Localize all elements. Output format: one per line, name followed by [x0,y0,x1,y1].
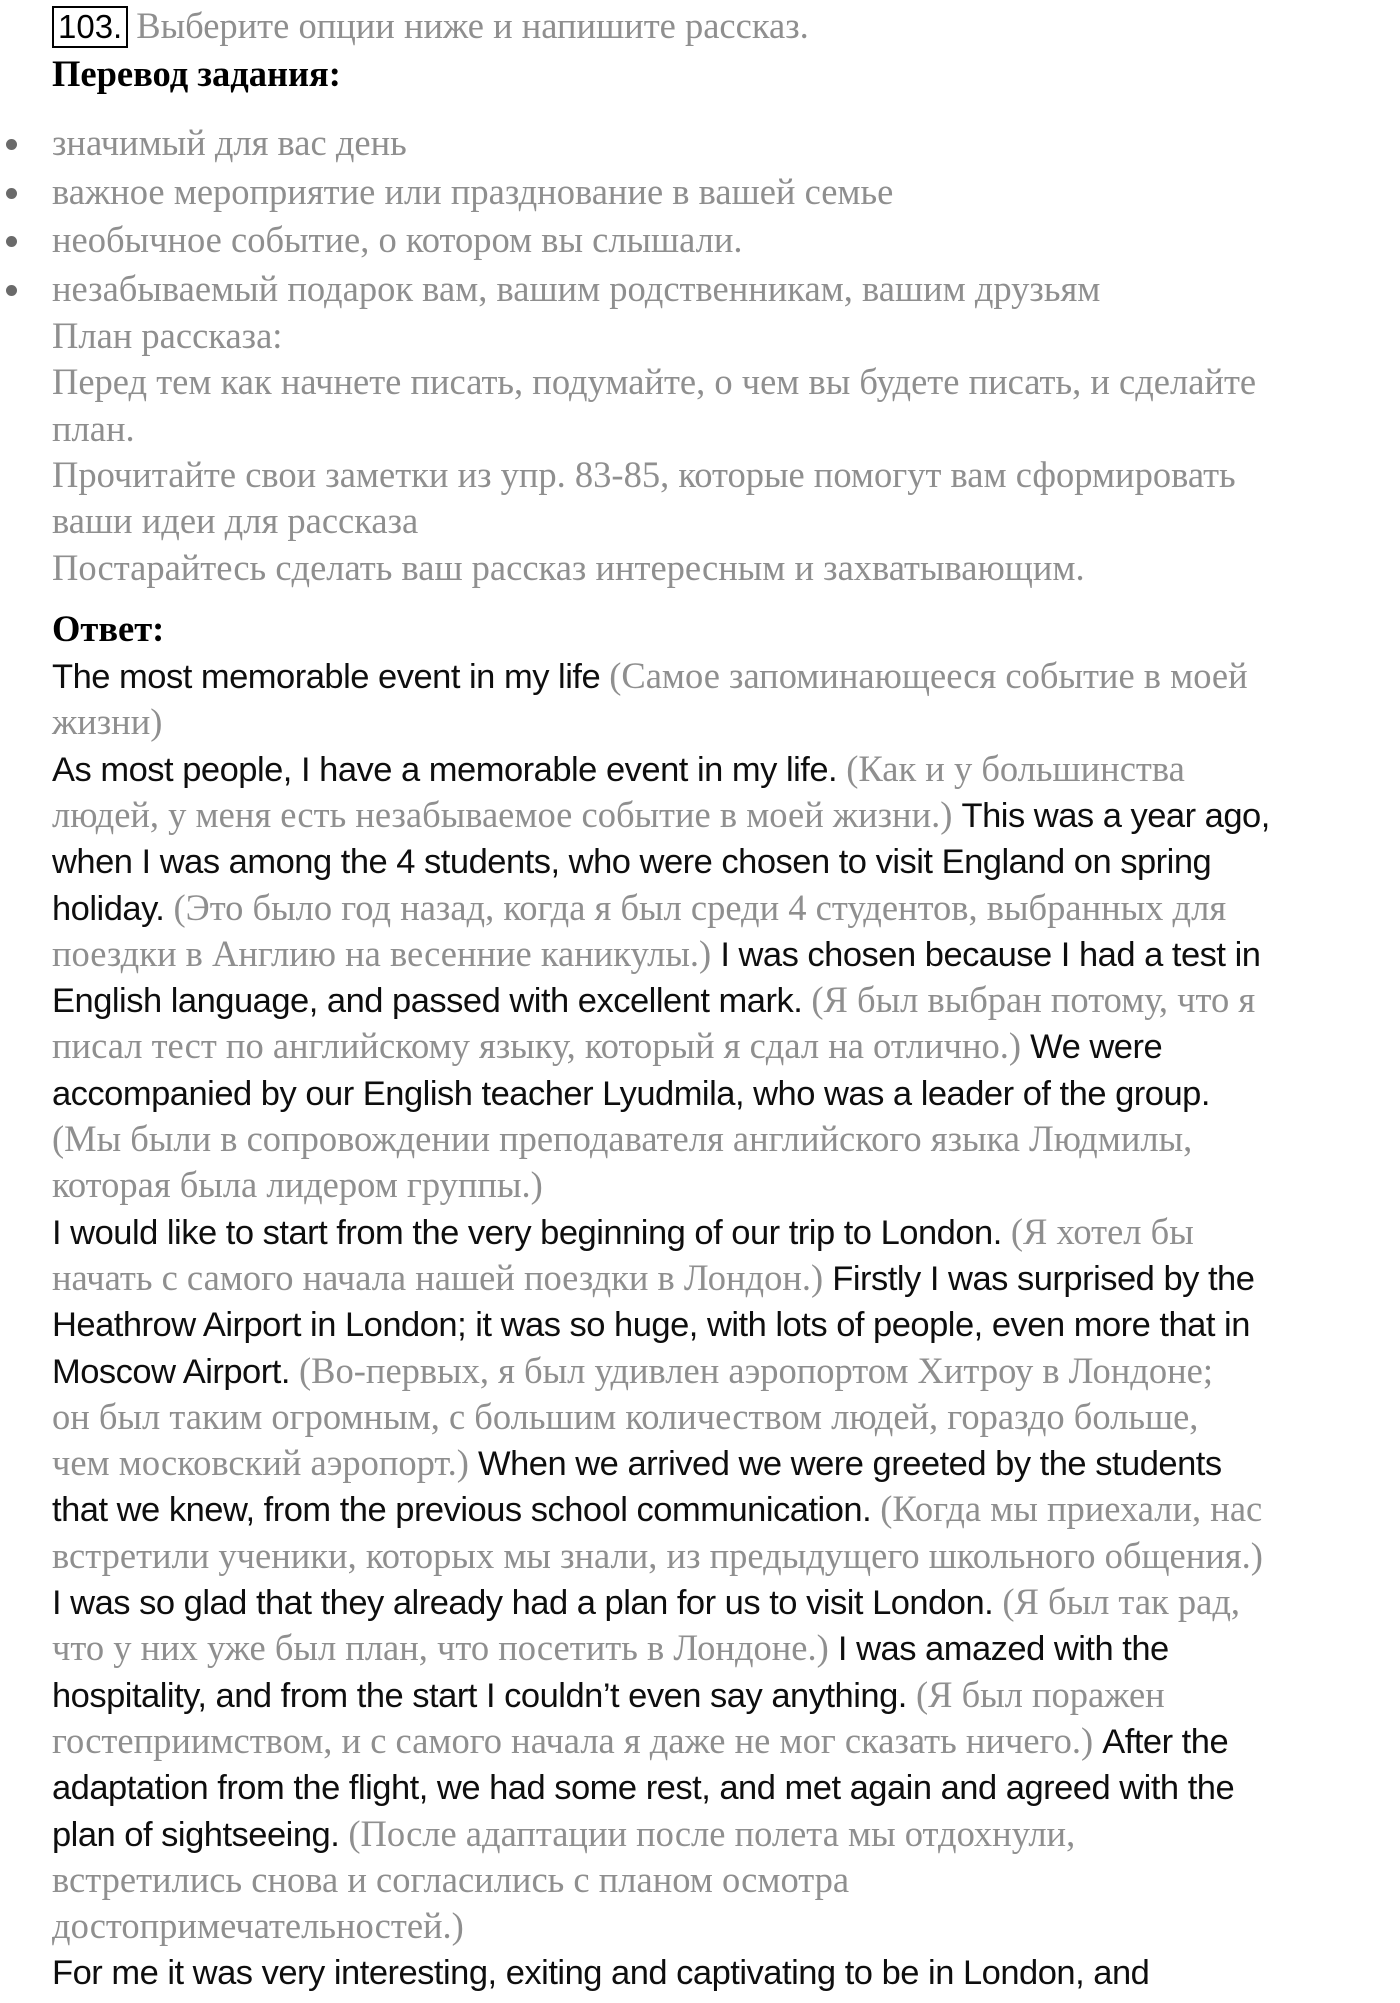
answer-line [52,1533,1263,1579]
answer-line [52,1023,1162,1070]
russian-translation: писал тест по английскому языку, который я сдал на отлично.) [52,1025,1031,1067]
russian-translation: (Как и у большинства [846,747,1185,789]
plan-line: ваши идеи для рассказа [52,500,419,542]
answer-line [52,1903,464,1949]
english-text: When we arrived we were greeted by the students [478,1445,1222,1484]
english-text: adaptation from the flight, we had some rest, and met again and agreed with the [52,1769,1235,1808]
russian-translation: (После адаптации после полета мы отдохнули, [348,1812,1076,1854]
answer-line [52,838,1211,885]
english-text: Firstly I was surprised by the [832,1259,1255,1298]
bullet-icon [6,188,17,199]
task-header [52,3,809,49]
english-text: After the [1102,1722,1229,1761]
russian-translation: (Мы были в сопровождении преподавателя английского языка Людмилы, [52,1118,1193,1159]
bullet-item: необычное событие, о котором вы слышали. [52,219,743,260]
english-text: I would like to start from the very beginning of our trip to London. [52,1213,1011,1252]
plan-line: Постарайтесь сделать ваш рассказ интересным и захватывающим. [52,546,1085,588]
answer-heading: Ответ: [52,608,165,649]
answer-line [52,699,162,745]
bullet-item: незабываемый подарок вам, вашим родственникам, вашим друзьям [52,267,1101,309]
english-text: that we knew, from the previous school communication. [52,1491,881,1530]
answer-line [52,1116,1192,1162]
plan-line: Перед тем как начнете писать, подумайте, о чем вы будете писать, и сделайте [52,361,1257,403]
english-text: We were [1030,1028,1163,1067]
plan-line: план. [52,407,135,449]
task-number: 103. [52,6,128,48]
answer-line [52,1394,1198,1440]
answer-line [52,1764,1234,1811]
english-text: English language, and passed with excellent mark. [52,982,812,1021]
bullet-icon [6,285,17,296]
answer-line [52,1486,1262,1533]
russian-translation: (Я был так рад, [1002,1581,1241,1622]
russian-translation: достопримечательностей.) [52,1905,464,1947]
answer-line [52,931,1260,978]
russian-translation: встретились снова и согласились с планом осмотра [52,1858,850,1900]
russian-translation: которая была лидером группы.) [52,1164,543,1206]
russian-translation: он был таким огромным, с большим количеством людей, гораздо больше, [52,1395,1199,1437]
translation-heading: Перевод задания: [52,53,341,94]
english-text: plan of sightseeing. [52,1815,349,1854]
english-text: Moscow Airport. [52,1352,299,1391]
answer-line [52,1162,543,1208]
russian-translation: встретили ученики, которых мы знали, из предыдущего школьного общения.) [52,1534,1263,1576]
russian-translation: гостеприимством, и с самого начала я даже не мог сказать ничего.) [52,1719,1103,1761]
english-text: I was amazed with the [837,1630,1169,1669]
english-text: This was a year ago, [961,796,1270,835]
answer-line [52,653,1248,700]
answer-line [52,885,1226,932]
russian-translation: (Во-первых, я был удивлен аэропортом Хитроу в Лондоне; [299,1349,1213,1391]
answer-line [52,1301,1250,1348]
english-text: The most memorable event in my life [52,658,610,696]
russian-translation: начать с самого начала нашей поездки в Лондон.) [52,1256,833,1298]
russian-translation: (Я был выбран потому, что я [811,979,1256,1021]
russian-translation: жизни) [52,701,163,743]
russian-translation: чем московский аэропорт.) [52,1442,479,1484]
plan-line: План рассказа: [52,315,283,356]
bullet-item: важное мероприятие или празднование в вашей семье [52,170,894,212]
answer-line [52,977,1255,1024]
russian-translation: людей, у меня есть незабываемое событие в моей жизни.) [52,793,962,835]
answer-line [52,1070,1210,1117]
russian-translation: (Это было год назад, когда я был среди 4 студентов, выбранных для [173,886,1227,928]
answer-line [52,1672,1165,1719]
russian-translation: что у них уже был план, что посетить в Лондоне.) [52,1627,838,1669]
russian-translation: поездки в Англию на весенние каникулы.) [52,932,721,974]
answer-line [52,1209,1194,1256]
answer-line [52,1579,1240,1626]
answer-line [52,1440,1222,1487]
english-text: As most people, I have a memorable event in my life. [52,750,847,789]
task-instruction: Выберите опции ниже и напишите рассказ. [136,5,809,46]
answer-line [52,792,1270,839]
russian-translation: (Самое запоминающееся событие в моей [609,655,1248,696]
russian-translation: (Когда мы приехали, нас [880,1488,1263,1530]
english-text: hospitality, and from the start I couldn’t even say anything. [52,1676,916,1715]
answer-line [52,1625,1169,1672]
answer-line [52,1949,1149,1996]
plan-line: Прочитайте свои заметки из упр. 83-85, которые помогут вам сформировать [52,453,1236,495]
english-text: holiday. [52,889,174,928]
english-text: I was so glad that they already had a plan for us to visit London. [52,1584,1003,1622]
answer-line [52,1348,1213,1395]
english-text: For me it was very interesting, exiting and captivating to be in London, and [52,1954,1150,1993]
english-text: Heathrow Airport in London; it was so huge, with lots of people, even more that in [52,1306,1250,1345]
english-text: when I was among the 4 students, who were chosen to visit England on spring [52,843,1212,882]
russian-translation: (Я хотел бы [1010,1210,1194,1252]
russian-translation: (Я был поражен [915,1673,1165,1715]
bullet-icon [6,236,17,247]
answer-line [52,1857,849,1903]
answer-line [52,1811,1075,1858]
bullet-icon [6,139,17,150]
english-text: accompanied by our English teacher Lyudmila, who was a leader of the group. [52,1074,1210,1113]
answer-line [52,1718,1228,1765]
answer-line [52,746,1185,793]
answer-line [52,1255,1254,1302]
bullet-item: значимый для вас день [52,122,407,163]
english-text: I was chosen because I had a test in [720,935,1261,974]
